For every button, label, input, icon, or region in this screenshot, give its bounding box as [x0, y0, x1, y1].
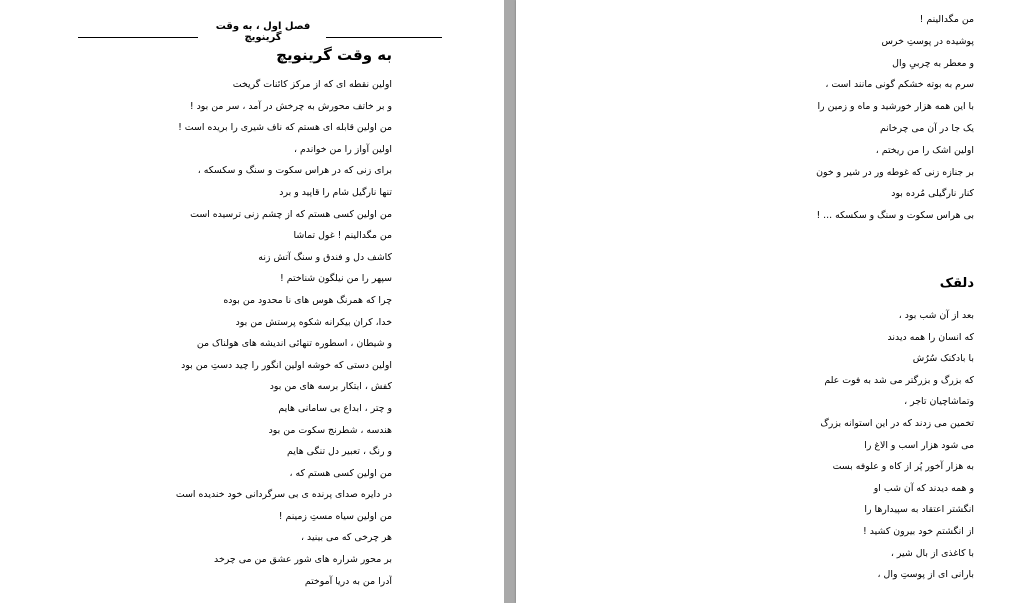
poem-lines	[72, 78, 392, 596]
poem-line: و چتر ، ابداع بی سامانی هایم	[278, 402, 392, 414]
header-rule-right	[326, 37, 442, 38]
poem-line: هر چرخی که می بینید ،	[301, 532, 392, 544]
poem-line: که انسان را همه دیدند	[887, 331, 974, 343]
chapter-header-text: فصل اول ، به وقت گرینویچ	[215, 21, 311, 43]
poem-line: پوشیده در پوستِ خرس	[881, 35, 974, 47]
poem-line: کاشف دل و فندق و سنگ آتش زنه	[258, 251, 392, 263]
poem-line: بر محور شراره های شور عشق من می چرخد	[214, 554, 392, 566]
poem-line: من اولین کسی هستم که از چشم زنی ترسیده است	[190, 208, 392, 220]
poem-line: سرم به بوته خشکم گونی مانند است ،	[825, 79, 974, 91]
poem-line: و رنگ ، تعبیر دل تنگی هایم	[287, 446, 392, 458]
poem-line: در دایره صدای پرنده ی بی سرگردانی خود خندیده است	[175, 489, 392, 501]
poem-line: چرا که همرنگ هوس های نا محدود من بوده	[223, 294, 392, 306]
poem-line: بعد از آن شب بود ،	[898, 310, 974, 321]
poem-line: بی هراس سکوت و سنگ و سکسکه ... !	[816, 210, 974, 222]
poem-line: و معطر به چربیِ وال	[892, 57, 974, 69]
poem-line: و بر خاتف محورش به چرخش در آمد ، سر من بود !	[189, 100, 392, 112]
header-rule-left	[78, 37, 198, 38]
poem-line: با بادکنک سُرُش	[912, 353, 974, 365]
poem-line: وتماشاچیان تاجر ،	[904, 396, 974, 408]
poem-title: به وقت گرینویچ	[276, 46, 392, 64]
chapter-header	[78, 18, 442, 42]
left-page	[0, 0, 504, 603]
poem-line: من اولین سیاه مستِ زمینم !	[278, 510, 392, 522]
poem-line: تنها نارگیل شام را قاپید و برد	[279, 186, 392, 198]
poem-line: اولین آواز را من خواندم ،	[293, 143, 392, 155]
poem-line: اولین دستی که خوشه اولین انگور را چید دستِ من بود	[181, 359, 392, 371]
poem-line: هندسه ، شطرنج سکوت من بود	[268, 424, 392, 436]
poem-line: با کاغذی از بال شیر ،	[890, 547, 974, 559]
poem-line: اولین نقطه ای که از مرکز کائنات گریخت	[232, 79, 392, 90]
poem-line: برای زنی که در هراس سکوت و سنگ و سکسکه ،	[197, 165, 392, 177]
poem-line: خدا، کران بیکرانه شکوه پرستش من بود	[235, 316, 392, 328]
poem-line: و شیطان ، اسطوره تنهائی اندیشه های هولناک من	[196, 338, 392, 350]
poem-line: یک جا در آن می چرخانم	[879, 123, 974, 134]
poem-line: من اولین قابله ای هستم که ناف شیری را بریده است !	[178, 122, 392, 134]
poem-line: سپهر را من نیلگون شناختم !	[280, 273, 392, 285]
page-gap	[504, 0, 516, 603]
poem-line: اولین اشک را من ریختم ،	[875, 144, 974, 156]
poem-line: آدرا من به دریا آموختم	[304, 575, 392, 587]
poem-line: با این همه هزار خورشید و ماه و زمین را	[817, 101, 974, 113]
right-page	[516, 0, 1024, 603]
poem-line: من اولین کسی هستم که ،	[289, 467, 392, 479]
poem-line: و همه دیدند که آن شب او	[873, 482, 974, 494]
poem-line: انگشتر اعتقاد به سپیدارها را	[864, 504, 974, 516]
poem-line: بر جنازه زنی که غوطه ور در شیر و خون	[816, 166, 974, 178]
poem-line: که بزرگ و بزرگتر می شد به فوت علم	[824, 374, 974, 386]
poem-line: می شود هزار اسب و الاغ را	[864, 439, 974, 451]
poem-line: من مگدالینم ! غول تماشا	[293, 230, 392, 242]
section-title: دلقک	[939, 276, 974, 291]
poem-line: کنار نارگیلی مُرده بود	[891, 188, 974, 200]
poem-line: به هزار آخور پُر از کاه و علوفه بست	[832, 461, 974, 473]
poem-line: بارانی ای از پوستِ وال ،	[877, 569, 974, 581]
poem-line: از انگشتم خود بیرون کشید !	[862, 526, 974, 537]
poem-line: تخمین می زدند که در این استوانه بزرگ	[820, 418, 974, 429]
poem-line: من مگدالینم !	[919, 14, 974, 25]
poem-line: کفش ، ابتکار برسه های من بود	[269, 381, 392, 393]
